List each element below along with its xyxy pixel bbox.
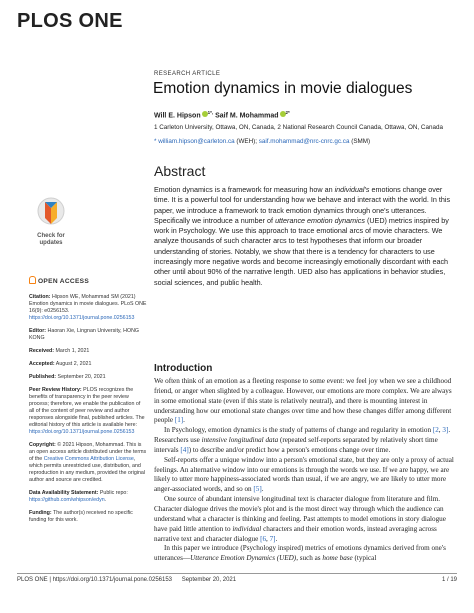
journal-logo: PLOS ONE [17,10,123,32]
article-title: Emotion dynamics in movie dialogues [153,80,413,97]
corresponding-marker: *, [210,110,214,115]
citation-link[interactable]: [6 [260,534,267,543]
paragraph: One source of abundant intensive longitudinal text is character dialogue from literature and film. Character dialogue drives the movie's plot and is the most direct way through which the audience can understand what a character is thinking and feeling. Past attempts to model emotions in story dialogue have paid little attention to individual characters and their emotion words, instead averaging across narrative text and character dialogue [6, 7]. [154,495,446,543]
introduction-body [154,377,456,564]
email-link[interactable]: saif.mohammad@nrc-cnrc.gc.ca [258,138,350,145]
open-access-badge: OPEN ACCESS [29,276,147,285]
check-for-updates-label: Check for updates [37,233,65,246]
author-list [154,110,290,119]
footer-doi-link[interactable]: https://doi.org/10.1371/journal.pone.0256153 [52,577,173,583]
received-date: Received: March 1, 2021 [29,348,90,354]
citation-link[interactable]: [5] [253,485,262,494]
citation-block: Citation: Hipson WE, Mohammad SM (2021) Emotion dynamics in movie dialogues. PLoS ONE 16(9): e0256153. https://doi.org/10.1371/journal.pone.0256153 [29,294,147,321]
funding-block: Funding: The author(s) received no specific funding for this work. [29,510,133,523]
affiliation-marker: 1 [207,110,211,115]
published-date: Published: September 20, 2021 [29,374,106,380]
paragraph: We often think of an emotion as a fleeting response to some event: we feel joy when we see a childhood friend, or anger when slighted by a colleague. However, our emotions are more complex. We are always in some emotional state (even if this state is relatively neutral), and there is mounting interest in understanding how our emotional state changes over time and how these changes differ among different people [1]. [154,377,452,425]
accepted-date: Accepted: August 2, 2021 [29,361,92,367]
author-name[interactable]: Will E. Hipson [154,112,201,120]
peer-review-block: Peer Review History: PLOS recognizes the benefits of transparency in the peer review process; therefore, we enable the publication of all of the content of peer review and author responses alongside final, published articles. The editorial history of this article is available here: https://doi.org/10.1371/journal.pone.0256153 [29,387,145,435]
peer-review-link[interactable]: https://doi.org/10.1371/journal.pone.0256153 [29,429,135,435]
email-initials: (SMM) [351,138,371,145]
license-link[interactable]: Creative Commons Attribution License [43,456,134,462]
footer-divider [17,573,457,574]
paragraph: In this paper we introduce (Psychology inspired) metrics of emotions dynamics derived from one's utterances—Utterance Emotion Dynamics (UED), such as home base (typical [154,544,446,563]
footer-journal: PLOS ONE [17,577,48,583]
page-footer: PLOS ONE | https://doi.org/10.1371/journal.pone.0256153 September 20, 2021 1 / 19 [17,577,457,583]
citation-link[interactable]: [2 [432,426,439,435]
email-initials: (WEH); [236,138,257,145]
citation-link[interactable]: [4] [180,445,189,454]
corresponding-emails [154,138,370,145]
citation-doi-link[interactable]: https://doi.org/10.1371/journal.pone.0256153 [29,315,135,321]
data-availability-block: Data Availability Statement: Public repo: https://github.com/whipson/edyn. [29,490,128,503]
citation-link[interactable]: [1] [174,416,184,425]
email-marker: * [154,138,157,145]
corresponding-marker: * [288,110,290,115]
citation-link[interactable]: 7] [269,534,276,543]
affiliation-marker: 2 [285,110,289,115]
paragraph: Self-reports offer a unique window into a person's emotional state, but they are only a proxy of actual feelings. An alternative window into our emotions is through the words we use. If we are happy, we are likely to utter more happiness-associated words than usual, if we are angry, we are likely to utter more anger-associated words, and so on [5]. [154,455,454,494]
editor-block: Editor: Haoran Xie, Lingnan University, HONG KONG [29,328,140,341]
check-for-updates-button[interactable] [29,196,73,244]
open-lock-icon [29,276,36,284]
abstract-heading: Abstract [154,163,206,179]
email-link[interactable]: william.hipson@carleton.ca [158,138,235,145]
paragraph: In Psychology, emotion dynamics is the study of patterns of change and regularity in emotion [2, 3]. Researchers use intensive longitudinal data (repeated self-reports separated by relatively short time intervals [4]) to describe and/or predict how a person's emotions change over time. [154,426,451,454]
check-for-updates-icon [36,196,66,228]
article-type: RESEARCH ARTICLE [154,71,221,77]
affiliations: 1 Carleton University, Ottawa, ON, Canada, 2 National Research Council Canada, Ottawa, ON, Canada [154,124,443,131]
repo-link[interactable]: https://github.com/whipson/edyn [29,497,105,503]
abstract-text: Emotion dynamics is a framework for measuring how an individual's emotions change over time. It is a powerful tool for understanding how we behave and interact with the world. In this paper, we introduce a framework to track emotion dynamics through one's utterances. Specifically we introduce a number of utterance emotion dynamics (UED) metrics inspired by work in Psychology. We use this approach to trace emotional arcs of movie characters. We analyze thousands of such character arcs to test hypotheses that inform our broader understanding of stories. Notably, we show that there is a tendency for characters to use increasingly more negative words and become increasingly emotionally discordant with each other until about 90% of the narrative length. UED also has applications in behavior studies, social sciences, and public health. [154,185,451,287]
introduction-heading: Introduction [154,363,213,374]
author-name[interactable]: Saif M. Mohammad [215,112,279,120]
citation-link[interactable]: 3] [442,426,449,435]
copyright-block: Copyright: © 2021 Hipson, Mohammad. This is an open access article distributed under the terms of the Creative Commons Attribution License, which permits unrestricted use, distribution, and reproduction in any medium, provided the original author and source are credited. [29,442,147,483]
page-number: 1 / 19 [441,577,457,583]
footer-date: September 20, 2021 [181,577,237,583]
article-sidebar [29,276,147,530]
